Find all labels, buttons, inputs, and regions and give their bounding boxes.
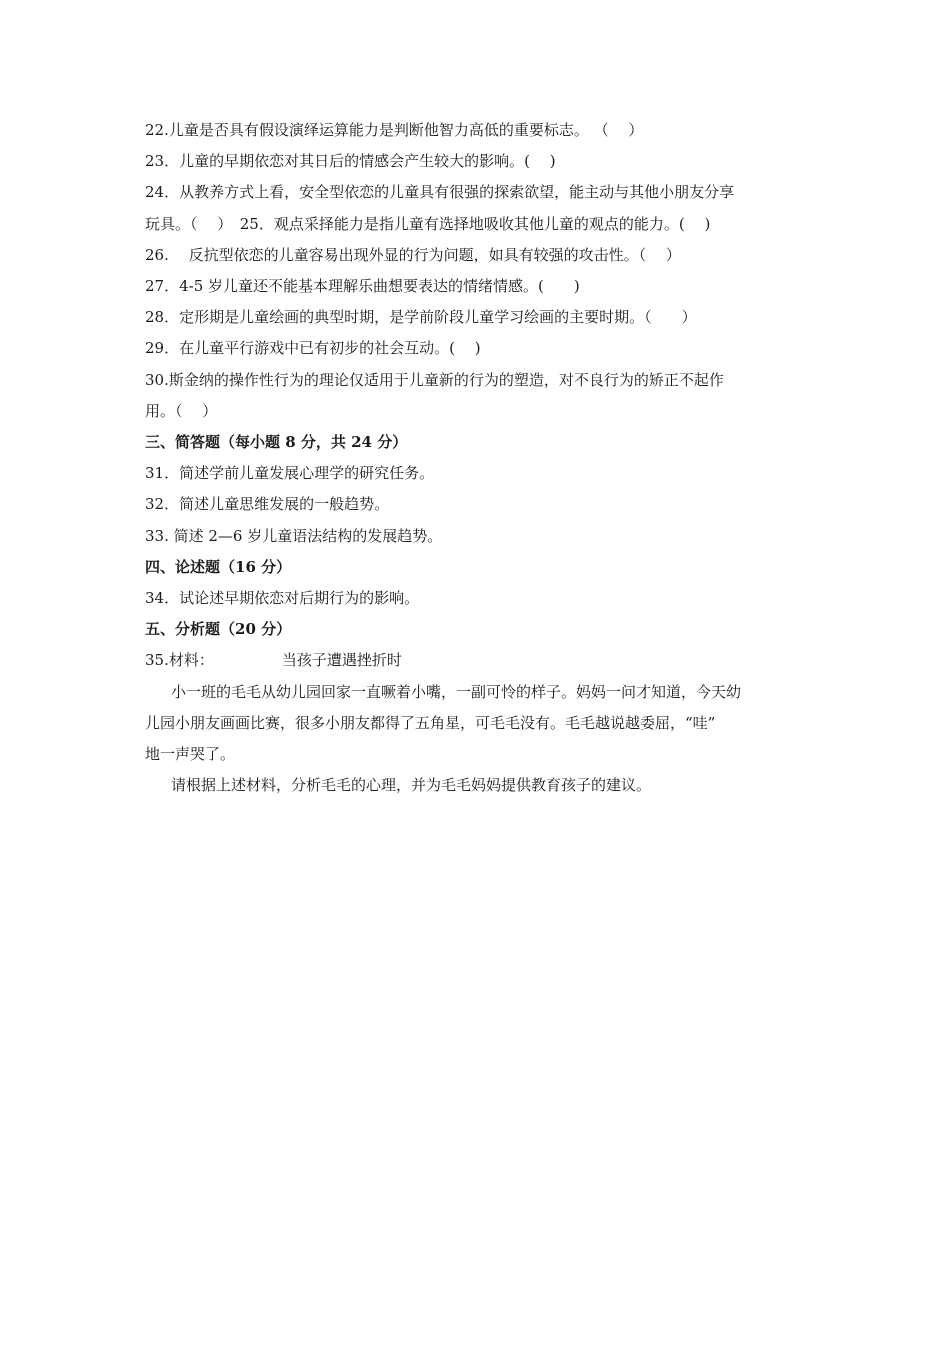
question-27: 27．4-5 岁儿童还不能基本理解乐曲想要表达的情绪情感。( ) [145,277,580,296]
true-false-items [145,115,810,427]
material-title: 当孩子遭遇挫折时 [281,651,402,670]
material-paragraph-line-1: 小一班的毛毛从幼儿园回家一直噘着小嘴，一副可怜的样子。妈妈一问才知道，今天幼 [171,682,742,701]
material-line [145,645,810,676]
question-33: 33. 简述 2—6 岁儿童语法结构的发展趋势。 [145,526,443,545]
question-24-line-1: 24．从教养方式上看，安全型依恋的儿童具有很强的探索欲望，能主动与其他小朋友分享 [145,183,735,202]
material-paragraph-line-2: 儿园小朋友画画比赛，很多小朋友都得了五角星，可毛毛没有。毛毛越说越委屈，“哇” [145,713,716,732]
analysis-section [145,614,810,801]
section-3-heading: 三、简答题（每小题 8 分，共 24 分） [145,433,408,452]
question-26: 26. 反抗型依恋的儿童容易出现外显的行为问题，如具有较强的攻击性。（ ） [145,245,681,264]
question-22: 22.儿童是否具有假设演绎运算能力是判断他智力高低的重要标志。 （ ） [145,121,644,139]
question-29: 29．在儿童平行游戏中已有初步的社会互动。( ) [145,339,481,358]
section-5-heading: 五、分析题（20 分） [145,620,292,639]
question-32: 32．简述儿童思维发展的一般趋势。 [145,495,390,514]
question-34: 34．试论述早期依恋对后期行为的影响。 [145,589,420,608]
exam-page-content [145,115,810,801]
short-answer-section [145,427,810,552]
question-30-line-1: 30.斯金纳的操作性行为的理论仅适用于儿童新的行为的塑造，对不良行为的矫正不起作 [145,370,724,389]
analysis-question: 请根据上述材料，分析毛毛的心理，并为毛毛妈妈提供教育孩子的建议。 [171,776,652,795]
material-label: 35.材料： [145,651,214,670]
question-31: 31．简述学前儿童发展心理学的研究任务。 [145,464,435,483]
question-23: 23．儿童的早期依恋对其日后的情感会产生较大的影响。( ) [145,152,556,171]
essay-section [145,552,810,614]
section-4-heading: 四、论述题（16 分） [145,557,292,576]
question-30-line-2: 用。（ ） [145,401,218,420]
question-28: 28．定形期是儿童绘画的典型时期，是学前阶段儿童学习绘画的主要时期。（ ） [145,308,697,327]
material-paragraph-line-3: 地一声哭了。 [145,745,236,764]
question-24-25-line: 玩具。（ ） 25．观点采择能力是指儿童有选择地吸收其他儿童的观点的能力。( ) [145,214,711,233]
